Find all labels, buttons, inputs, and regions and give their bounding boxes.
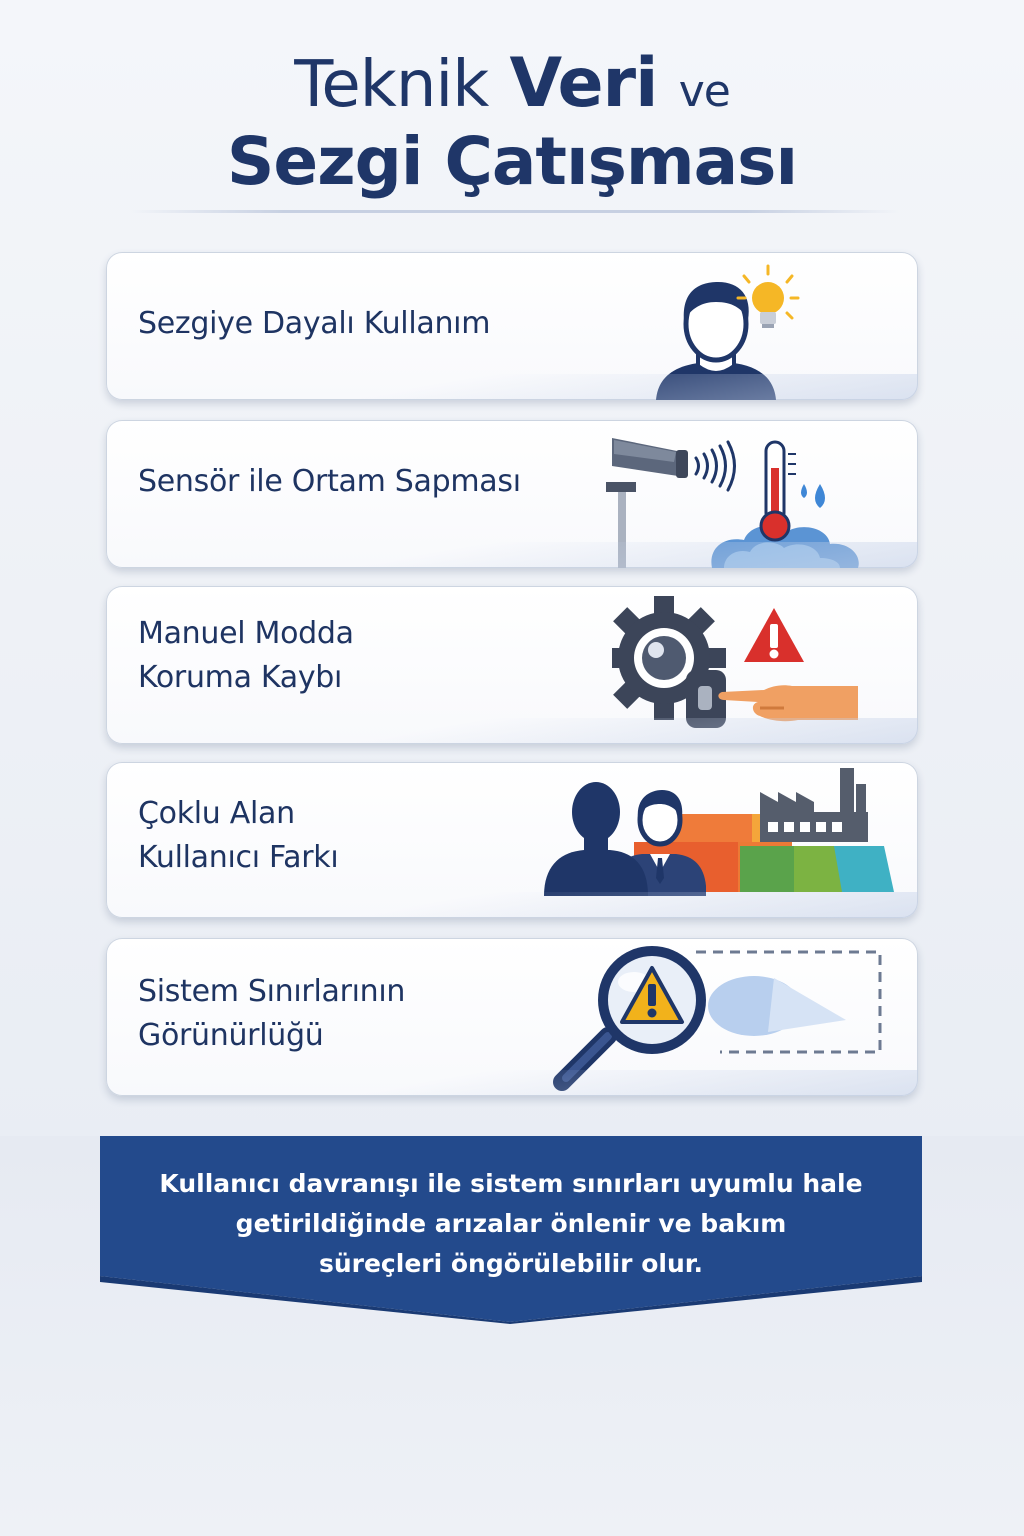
- summary-banner: [100, 1136, 922, 1324]
- gear-warning-hand-icon: [612, 596, 862, 736]
- card-label-line2: Kullanıcı Farkı: [138, 840, 339, 875]
- title-word-veri: Veri: [509, 44, 658, 123]
- sensor-thermometer-icon: [604, 430, 894, 568]
- card-label-line1: Çoklu Alan: [138, 796, 295, 831]
- page-title-line1: [0, 44, 1024, 132]
- card-multi-area-users: [106, 762, 918, 918]
- card-system-limits: [106, 938, 918, 1096]
- title-word-teknik: Teknik: [294, 48, 489, 122]
- person-lightbulb-icon: [646, 258, 806, 400]
- card-label: [138, 792, 338, 880]
- banner-text: [140, 1164, 882, 1284]
- card-label-line1: Sistem Sınırlarının: [138, 974, 406, 1009]
- title-divider: [130, 210, 900, 213]
- card-label: [138, 970, 405, 1058]
- card-label-line2: Koruma Kaybı: [138, 660, 343, 695]
- magnifier-warning-icon: [546, 942, 886, 1092]
- card-label-line1: Sensör ile Ortam Sapması: [138, 464, 521, 499]
- banner-line3: süreçleri öngörülebilir olur.: [318, 1249, 704, 1278]
- card-label-line1: Manuel Modda: [138, 616, 354, 651]
- users-factory-icon: [538, 768, 898, 898]
- title-word-ve: ve: [678, 66, 730, 117]
- card-label: [138, 612, 354, 700]
- card-label-line1: Sezgiye Dayalı Kullanım: [138, 306, 491, 341]
- card-label: [138, 460, 521, 504]
- card-sensor-deviation: [106, 420, 918, 568]
- banner-line1: Kullanıcı davranışı ile sistem sınırları uyumlu hale: [159, 1169, 863, 1198]
- card-label: [138, 302, 490, 346]
- page-title-line2: Sezgi Çatışması: [226, 123, 798, 200]
- banner-line2: getirildiğinde arızalar önlenir ve bakım: [235, 1209, 787, 1238]
- card-intuitive-use: [106, 252, 918, 400]
- card-manual-mode: [106, 586, 918, 744]
- card-label-line2: Görünürlüğü: [138, 1018, 324, 1053]
